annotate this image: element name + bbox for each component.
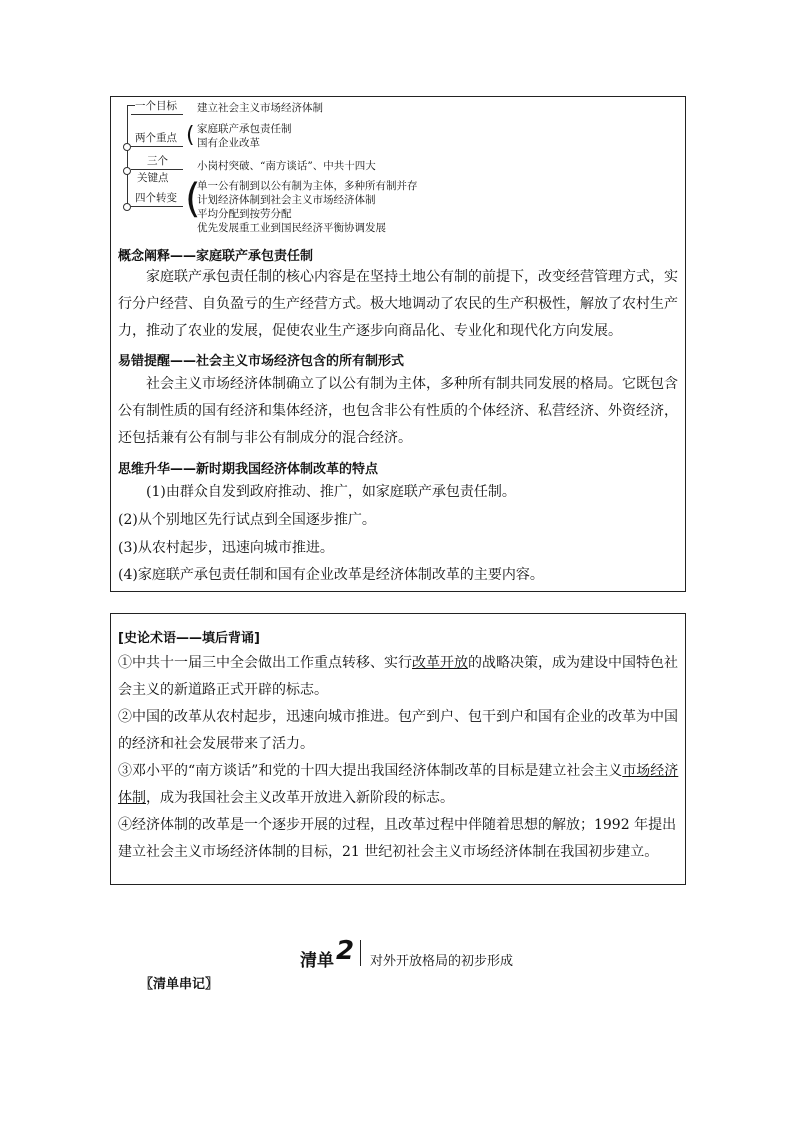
node-item-shift-2: 计划经济体制到社会主义市场经济体制 xyxy=(197,194,376,206)
node-dot xyxy=(123,143,131,151)
node-item-key: 小岗村突破、“南方谈话”、中共十四大 xyxy=(197,160,376,172)
node-item-shift-3: 平均分配到按劳分配 xyxy=(197,208,292,220)
reminder-text: 社会主义市场经济体制确立了以公有制为主体，多种所有制共同发展的格局。它既包含公有制性质的国有经济和集体经济，也包含非公有性质的个体经济、私营经济、外资经济，还包括兼有公有制与非公有制成分的混合经济。 xyxy=(118,376,678,446)
thinking-point-4: (4)家庭联产承包责任制和国有企业改革是经济体制改革的主要内容。 xyxy=(118,567,544,583)
diagram-trunk xyxy=(127,105,128,205)
section-title: 对外开放格局的初步形成 xyxy=(370,954,514,969)
section-divider xyxy=(360,940,361,966)
node-dot xyxy=(123,203,131,211)
node-item-shift-1: 单一公有制到以公有制为主体，多种所有制并存 xyxy=(197,180,418,192)
reminder-paragraph xyxy=(118,371,678,452)
term-4: ④经济体制的改革是一个逐步开展的过程，且改革过程中伴随着思想的解放；1992 年提出建立社会主义市场经济体制的目标，21 世纪初社会主义市场经济体制在我国初步建立。 xyxy=(118,817,677,860)
node-label-goal: 一个目标 xyxy=(135,100,177,112)
node-item-shift-4: 优先发展重工业到国民经济平衡协调发展 xyxy=(197,222,386,234)
terms-list xyxy=(118,650,680,866)
thinking-point-3: (3)从农村起步，迅速向城市推进。 xyxy=(118,540,334,556)
concept-paragraph xyxy=(118,264,678,345)
node-item-focus-2: 国有企业改革 xyxy=(197,137,260,149)
term-2: ②中国的改革从农村起步，迅速向城市推进。包产到户、包干到户和国有企业的改革为中国的经济和社会发展带来了活力。 xyxy=(118,709,678,752)
thinking-point-1: (1)由群众自发到政府推动、推广，如家庭联产承包责任制。 xyxy=(146,484,516,500)
terms-title: [史论术语——填后背诵] xyxy=(118,631,260,646)
summary-box xyxy=(110,96,686,592)
node-label-focus: 两个重点 xyxy=(135,132,177,144)
term-3: ③邓小平的“南方谈话”和党的十四大提出我国经济体制改革的目标是建立社会主义市场经济体制，成为我国社会主义改革开放进入新阶段的标志。 xyxy=(118,763,679,806)
node-label-key-top: 三个 xyxy=(147,155,168,167)
section-number: 2 xyxy=(336,936,355,966)
node-label-shift: 四个转变 xyxy=(135,192,177,204)
section-subheading: 〖清单串记〗 xyxy=(140,977,219,992)
blank-answer: 改革开放 xyxy=(412,655,468,671)
section-label: 清单 xyxy=(300,951,334,971)
node-label-key-bottom: 关键点 xyxy=(137,172,169,184)
thinking-point-2: (2)从个别地区先行试点到全国逐步推广。 xyxy=(118,512,376,528)
term-1: ①中共十一届三中全会做出工作重点转移、实行改革开放的战略决策，成为建设中国特色社会主义的新道路正式开辟的标志。 xyxy=(118,655,678,698)
concept-heading: 概念阐释——家庭联产承包责任制 xyxy=(118,249,314,264)
thinking-heading: 思维升华——新时期我国经济体制改革的特点 xyxy=(118,462,379,477)
node-item-goal: 建立社会主义市场经济体制 xyxy=(197,102,323,114)
concept-text: 家庭联产承包责任制的核心内容是在坚持土地公有制的前提下，改变经营管理方式，实行分户经营、自负盈亏的生产经营方式。极大地调动了农民的生产积极性，解放了农村生产力，推动了农业的发展，促使农业生产逐步向商品化、专业化和现代化方向发展。 xyxy=(118,269,678,339)
knowledge-diagram: 一个目标 建立社会主义市场经济体制 两个重点 ( 家庭联产承包责任制 国有企业改革 三个 关键点 小岗村突破、“南方谈话”、中共十四大 四个转变 ( 单一公有制到以公有制为主体，多种所有制并存 计划经济体制到社会主义市场经济体制 平均分配到按劳分配 优先发展重工业到国民经济平衡协调发展 xyxy=(111,97,685,237)
node-item-focus-1: 家庭联产承包责任制 xyxy=(197,123,292,135)
node-dot xyxy=(123,167,131,175)
reminder-heading: 易错提醒——社会主义市场经济包含的所有制形式 xyxy=(118,354,405,369)
terms-box xyxy=(110,613,686,885)
blank-answer: 市场经济体制 xyxy=(118,763,679,806)
